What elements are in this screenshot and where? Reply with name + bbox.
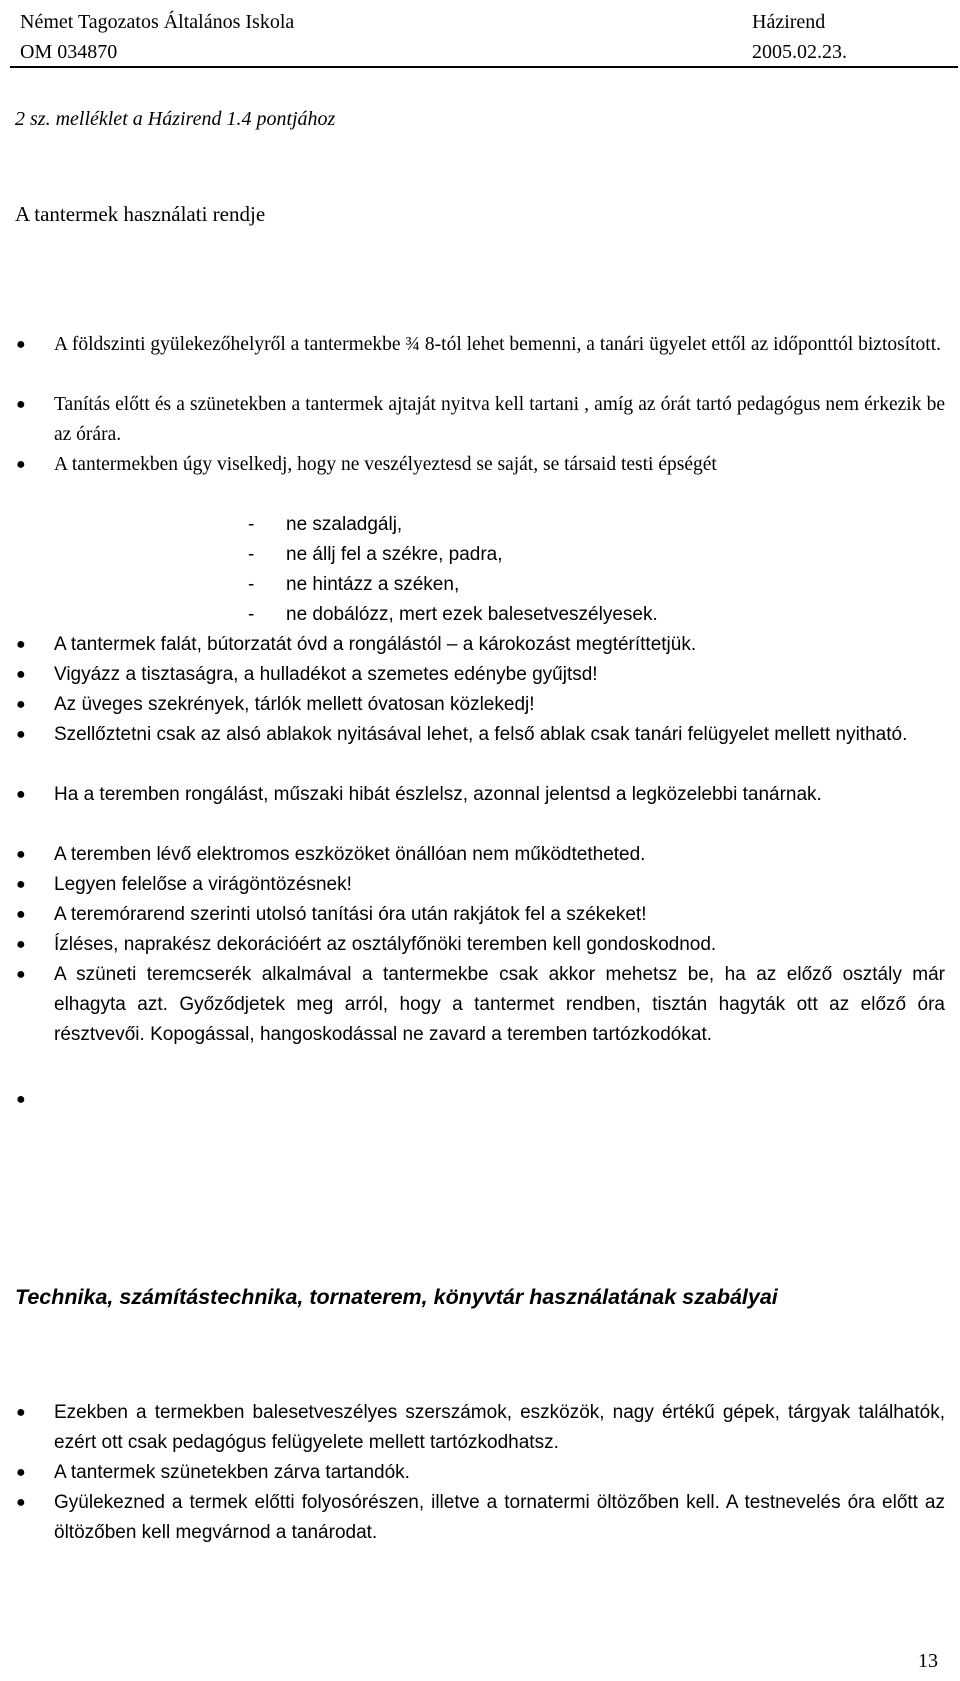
list-item: ● Szellőztetni csak az alsó ablakok nyitásával lehet, a felső ablak csak tanári felügyelet mellett nyitható. <box>54 720 945 750</box>
list-item: ● Gyülekezned a termek előtti folyosórészen, illetve a tornatermi öltözőben kell. A testnevelés óra előtt az öltözőben kell megvárnod a tanárodat. <box>54 1488 945 1548</box>
sub-item: - ne hintázz a széken, <box>248 574 460 595</box>
bullet-icon: ● <box>16 846 26 863</box>
page-header <box>10 4 958 68</box>
section-title: A tantermek használati rendje <box>15 202 266 226</box>
bullet-icon: ● <box>16 1404 26 1421</box>
list-item: ● A teremben lévő elektromos eszközöket önállóan nem működtetheted. <box>54 840 945 870</box>
list-item: ● Ha a teremben rongálást, műszaki hibát észlelsz, azonnal jelentsd a legközelebbi tanárnak. <box>54 780 945 810</box>
om-identifier: OM 034870 <box>20 41 118 63</box>
section-title-2: Technika, számítástechnika, tornaterem, könyvtár használatának szabályai <box>15 1285 778 1309</box>
sub-item: - ne szaladgálj, <box>248 514 403 535</box>
bullet-icon: ● <box>16 666 26 683</box>
bullet-icon: ● <box>16 396 26 413</box>
bullet-icon: ● <box>16 1464 26 1481</box>
list-item: ● A tantermekben úgy viselkedj, hogy ne veszélyeztesd se saját, se társaid testi épségét <box>54 450 945 480</box>
list-item: ● Ezekben a termekben balesetveszélyes szerszámok, eszközök, nagy értékű gépek, tárgyak találhatók, ezért ott csak pedagógus felügyelete mellett tartózkodhatsz. <box>54 1398 945 1458</box>
bullet-icon: ● <box>16 966 26 983</box>
list-item: ● Az üveges szekrények, tárlók mellett óvatosan közlekedj! <box>54 690 945 720</box>
bullet-icon: ● <box>16 696 26 713</box>
bullet-icon: ● <box>16 1494 26 1511</box>
bullet-icon: ● <box>16 786 26 803</box>
bullet-icon: ● <box>16 936 26 953</box>
document-name: Házirend <box>752 11 826 33</box>
bullet-icon: ● <box>16 456 26 473</box>
bullet-icon: ● <box>16 1091 26 1108</box>
list-item: ● A szüneti teremcserék alkalmával a tantermekbe csak akkor mehetsz be, ha az előző osztály már elhagyta azt. Győződjetek meg arról, hogy a tantermet rendben, tisztán hagyták ott az előző óra résztvevői. Kopogással, hangoskodással ne zavard a teremben tartózkodókat. <box>54 960 945 1050</box>
list-item: ● A tantermek szünetekben zárva tartandók. <box>54 1458 945 1488</box>
bullet-icon: ● <box>16 726 26 743</box>
sub-item: - ne dobálózz, mert ezek balesetveszélyesek. <box>248 604 658 625</box>
list-item: ● Ízléses, naprakész dekorációért az osztályfőnöki teremben kell gondoskodnod. <box>54 930 945 960</box>
list-item: ● A földszinti gyülekezőhelyről a tantermekbe ¾ 8-tól lehet bemenni, a tanári ügyelet ettől az időponttól biztosított. <box>54 330 945 360</box>
sub-item: - ne állj fel a székre, padra, <box>248 544 503 565</box>
bullet-icon: ● <box>16 876 26 893</box>
bullet-icon: ● <box>16 636 26 653</box>
list-item: ● A teremórarend szerinti utolsó tanítási óra után rakjátok fel a székeket! <box>54 900 945 930</box>
list-item: ● A tantermek falát, bútorzatát óvd a rongálástól – a károkozást megtéríttetjük. <box>54 630 945 660</box>
list-item: ● Legyen felelőse a virágöntözésnek! <box>54 870 945 900</box>
school-name: Német Tagozatos Általános Iskola <box>20 11 295 33</box>
annex-reference: 2 sz. melléklet a Házirend 1.4 pontjához <box>15 108 336 130</box>
list-item: ● Tanítás előtt és a szünetekben a tantermek ajtaját nyitva kell tartani , amíg az órát tartó pedagógus nem érkezik be az órára. <box>54 390 945 450</box>
document-date: 2005.02.23. <box>752 41 847 63</box>
page-number: 13 <box>918 1650 938 1672</box>
list-item: ● Vigyázz a tisztaságra, a hulladékot a szemetes edénybe gyűjtsd! <box>54 660 945 690</box>
bullet-icon: ● <box>16 906 26 923</box>
bullet-icon: ● <box>16 336 26 353</box>
